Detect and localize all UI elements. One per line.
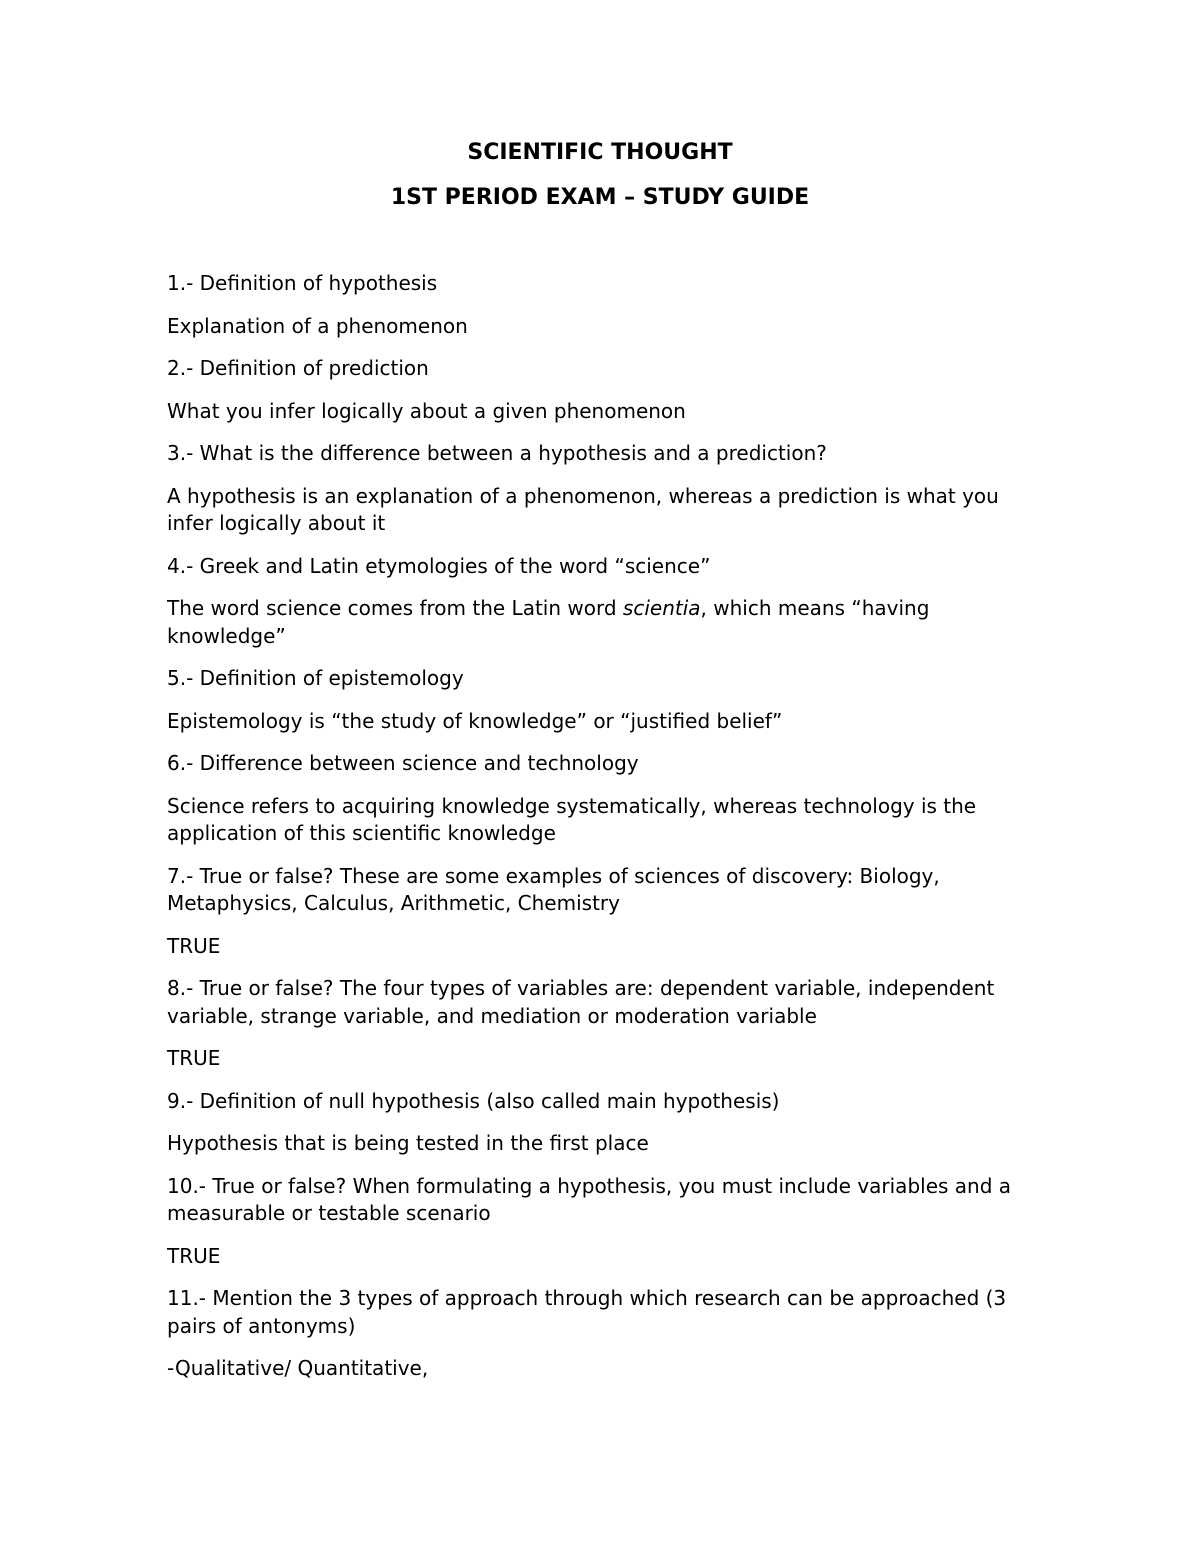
answer-9: Hypothesis that is being tested in the first place xyxy=(167,1131,649,1155)
question-5: 5.- Definition of epistemology xyxy=(167,666,464,690)
answer-10: TRUE xyxy=(167,1243,221,1268)
answer-4-italic-term: scientia xyxy=(622,596,701,620)
answer-7: TRUE xyxy=(167,933,221,958)
question-1: 1.- Definition of hypothesis xyxy=(167,271,438,295)
question-9: 9.- Definition of null hypothesis (also called main hypothesis) xyxy=(167,1088,780,1113)
question-7: 7.- True or false? These are some examples of sciences of discovery: Biology, Metaphysics, Calculus, Arithmetic, Chemistry xyxy=(167,863,940,915)
question-6: 6.- Difference between science and technology xyxy=(167,751,639,775)
question-8: 8.- True or false? The four types of variables are: dependent variable, independent variable, strange variable, and mediation or moderation variable xyxy=(167,976,995,1028)
answer-1: Explanation of a phenomenon xyxy=(167,313,468,338)
document-title: SCIENTIFIC THOUGHT xyxy=(467,140,733,165)
study-guide-content xyxy=(167,270,1037,1398)
question-4: 4.- Greek and Latin etymologies of the word “science” xyxy=(167,553,711,578)
answer-4-text-post: , which means “having knowledge” xyxy=(167,596,930,648)
question-11: 11.- Mention the 3 types of approach through which research can be approached (3 pairs of antonyms) xyxy=(167,1286,1007,1338)
answer-2: What you infer logically about a given phenomenon xyxy=(167,398,686,423)
answer-6: Science refers to acquiring knowledge systematically, whereas technology is the application of this scientific knowledge xyxy=(167,793,977,845)
answer-4 xyxy=(167,595,1037,650)
question-3: 3.- What is the difference between a hypothesis and a prediction? xyxy=(167,441,827,465)
answer-8: TRUE xyxy=(167,1046,221,1070)
answer-5: Epistemology is “the study of knowledge” or “justified belief” xyxy=(167,708,783,733)
question-10: 10.- True or false? When formulating a hypothesis, you must include variables and a measurable or testable scenario xyxy=(167,1173,1012,1225)
question-2: 2.- Definition of prediction xyxy=(167,356,429,380)
answer-3: A hypothesis is an explanation of a phenomenon, whereas a prediction is what you infer logically about it xyxy=(167,483,999,535)
document-subtitle: 1ST PERIOD EXAM – STUDY GUIDE xyxy=(390,185,810,210)
answer-4-text-pre: The word science comes from the Latin word xyxy=(167,596,623,620)
answer-11: -Qualitative/ Quantitative, xyxy=(167,1356,429,1380)
